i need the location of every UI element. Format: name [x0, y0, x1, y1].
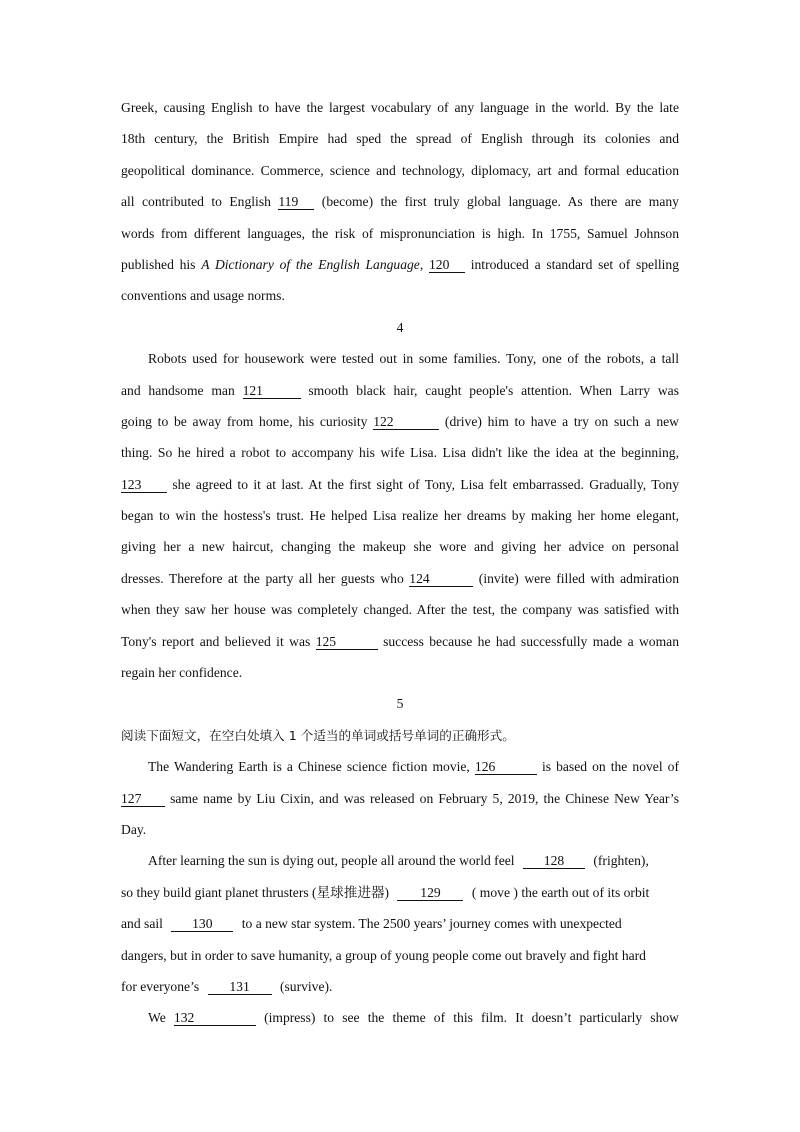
blank-131[interactable]: 131: [208, 979, 272, 995]
text-line: giving her a new haircut, changing the makeup she wore and giving her advice on personal: [121, 539, 679, 555]
text-line: [121, 751, 679, 782]
text-segment: and sail: [121, 916, 163, 932]
text-line: [121, 626, 679, 657]
blank-123[interactable]: 123: [121, 477, 167, 493]
blank-128[interactable]: 128: [523, 853, 585, 869]
text-line: [121, 783, 679, 814]
text-segment: ,: [419, 256, 424, 272]
text-line: 18th century, the British Empire had sped the spread of English through its colonies and: [121, 131, 679, 147]
text-segment: (impress) to see the theme of this film. It doesn’t particularly show: [264, 1010, 679, 1026]
text-segment: (invite) were filled with admiration: [478, 570, 679, 586]
text-segment: The Wandering Earth is a Chinese science fiction movie,: [148, 759, 470, 775]
text-segment: to a new star system. The 2500 years’ journey comes with unexpected: [241, 916, 622, 932]
text-line: Day.: [121, 821, 147, 837]
text-line: thing. So he hired a robot to accompany his wife Lisa. Lisa didn't like the idea at the beginning,: [121, 445, 679, 461]
text-segment: (drive) him to have a try on such a new: [444, 413, 679, 429]
blank-122[interactable]: 122: [373, 414, 439, 430]
text-segment: After learning the sun is dying out, people all around the world feel: [148, 853, 515, 869]
text-line: [121, 877, 679, 908]
text-line: [121, 406, 679, 437]
text-line: words from different languages, the risk of mispronunciation is high. In 1755, Samuel Johnson: [121, 225, 679, 241]
blank-130[interactable]: 130: [171, 916, 233, 932]
text-segment: same name by Liu Cixin, and was released on February 5, 2019, the Chinese New Year’s: [170, 790, 679, 806]
blank-121[interactable]: 121: [243, 383, 301, 399]
text-line: [121, 375, 679, 406]
text-segment: (survive).: [279, 978, 333, 994]
text-segment: introduced a standard set of spelling: [470, 256, 679, 272]
text-line: [121, 845, 679, 876]
text-line: [121, 249, 679, 280]
text-segment: going to be away from home, his curiosity: [121, 413, 368, 429]
section-number-4: 4: [396, 319, 404, 335]
paragraph-5: [121, 751, 679, 1034]
text-line: dangers, but in order to save humanity, a group of young people come out bravely and fight hard: [121, 947, 646, 963]
blank-125[interactable]: 125: [316, 634, 378, 650]
blank-119[interactable]: 119: [278, 194, 314, 210]
text-segment: smooth black hair, caught people's attention. When Larry was: [308, 382, 679, 398]
text-segment: dresses. Therefore at the party all her guests who: [121, 570, 404, 586]
paragraph-4: [121, 343, 679, 688]
text-segment: published his: [121, 256, 196, 272]
text-segment: (become) the first truly global language. As there are many: [321, 194, 679, 210]
text-segment: (frighten),: [593, 853, 649, 869]
text-line: [121, 1002, 679, 1033]
text-line: conventions and usage norms.: [121, 288, 285, 304]
text-line: Greek, causing English to have the largest vocabulary of any language in the world. By the late: [121, 100, 679, 115]
text-segment: Tony's report and believed it was: [121, 633, 311, 649]
text-line: [121, 971, 679, 1002]
text-line: Robots used for housework were tested out in some families. Tony, one of the robots, a tall: [148, 351, 679, 367]
text-segment: ( move ) the earth out of its orbit: [471, 884, 650, 900]
text-line: [121, 563, 679, 594]
text-segment: all contributed to English: [121, 194, 271, 210]
instruction-text: 阅读下面短文，在空白处填入 1 个适当的单词或括号单词的正确形式。: [121, 727, 515, 743]
blank-124[interactable]: 124: [409, 571, 473, 587]
blank-129[interactable]: 129: [397, 885, 463, 901]
text-line: [121, 908, 679, 939]
text-line: when they saw her house was completely changed. After the test, the company was satisfied with: [121, 602, 679, 618]
section-number-5: 5: [396, 696, 404, 712]
document-page: [121, 92, 679, 1034]
text-segment: and handsome man: [121, 382, 235, 398]
blank-120[interactable]: 120: [429, 257, 465, 273]
text-line: [121, 469, 679, 500]
paragraph-3-continued: [121, 92, 679, 312]
blank-132[interactable]: 132: [174, 1010, 256, 1026]
text-segment: is based on the novel of: [541, 759, 679, 775]
text-line: geopolitical dominance. Commerce, science and technology, diplomacy, art and formal education: [121, 162, 679, 178]
text-line: regain her confidence.: [121, 665, 243, 681]
text-segment: for everyone’s: [121, 978, 200, 994]
blank-126[interactable]: 126: [475, 759, 537, 775]
text-segment: so they build giant planet thrusters (星球推进器): [121, 884, 390, 900]
text-line: began to win the hostess's trust. He helped Lisa realize her dreams by making her home elegant,: [121, 508, 679, 524]
text-line: [121, 186, 679, 217]
text-segment: We: [148, 1010, 166, 1026]
blank-127[interactable]: 127: [121, 791, 165, 807]
book-title: A Dictionary of the English Language: [201, 256, 420, 272]
text-segment: success because he had successfully made a woman: [383, 633, 679, 649]
text-segment: she agreed to it at last. At the first sight of Tony, Lisa felt embarrassed. Gradually, Tony: [172, 476, 679, 492]
